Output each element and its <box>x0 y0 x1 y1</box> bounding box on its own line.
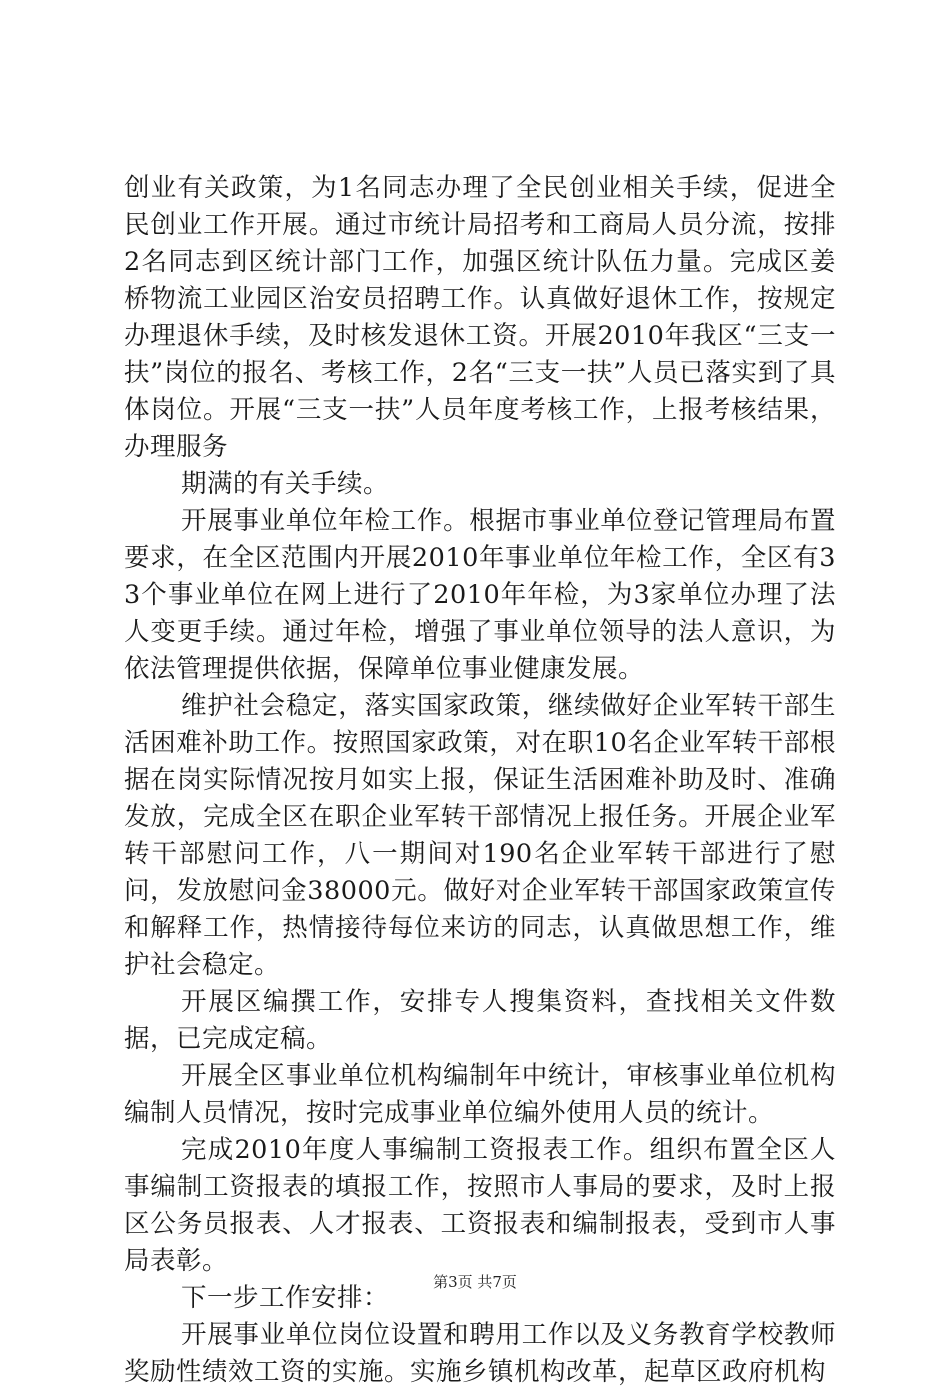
paragraph: 期满的有关手续。 <box>181 469 390 499</box>
page-footer <box>0 1272 950 1292</box>
paragraph: 开展全区事业单位机构编制年中统计，审核事业单位机构编制人员情况，按时完成事业单位编外使用人员的统计。 <box>124 1061 836 1128</box>
paragraph: 完成2010年度人事编制工资报表工作。组织布置全区人事编制工资报表的填报工作，按照市人事局的要求，及时上报区公务员报表、人才报表、工资报表和编制报表，受到市人事局表彰。 <box>124 1135 836 1276</box>
paragraph: 创业有关政策，为1名同志办理了全民创业相关手续，促进全民创业工作开展。通过市统计局招考和工商局人员分流，按排2名同志到区统计部门工作，加强区统计队伍力量。完成区姜桥物流工业园区治安员招聘工作。认真做好退休工作，按规定办理退休手续，及时核发退休工资。开展2010年我区“三支一扶”岗位的报名、考核工作，2名“三支一扶”人员已落实到了具体岗位。开展“三支一扶”人员年度考核工作，上报考核结果，办理服务 <box>124 173 836 462</box>
section-heading: 下一步工作安排： <box>181 1283 390 1313</box>
paragraph: 开展事业单位岗位设置和聘用工作以及义务教育学校教师奖励性绩效工资的实施。实施乡镇机构改革，起草区政府机构 <box>124 1320 836 1387</box>
page-number-label: 第3页 共7页 <box>433 1273 517 1291</box>
document-body <box>124 170 836 1391</box>
paragraph: 维护社会稳定，落实国家政策，继续做好企业军转干部生活困难补助工作。按照国家政策，对在职10名企业军转干部根据在岗实际情况按月如实上报，保证生活困难补助及时、准确发放，完成全区在职企业军转干部情况上报任务。开展企业军转干部慰问工作，八一期间对190名企业军转干部进行了慰问，发放慰问金38000元。做好对企业军转干部国家政策宣传和解释工作，热情接待每位来访的同志，认真做思想工作，维护社会稳定。 <box>124 691 836 980</box>
paragraph: 开展区编撰工作，安排专人搜集资料，查找相关文件数据，已完成定稿。 <box>124 987 836 1054</box>
paragraph: 开展事业单位年检工作。根据市事业单位登记管理局布置要求，在全区范围内开展2010年事业单位年检工作，全区有33个事业单位在网上进行了2010年年检，为3家单位办理了法人变更手续。通过年检，增强了事业单位领导的法人意识，为依法管理提供依据，保障单位事业健康发展。 <box>124 506 836 684</box>
